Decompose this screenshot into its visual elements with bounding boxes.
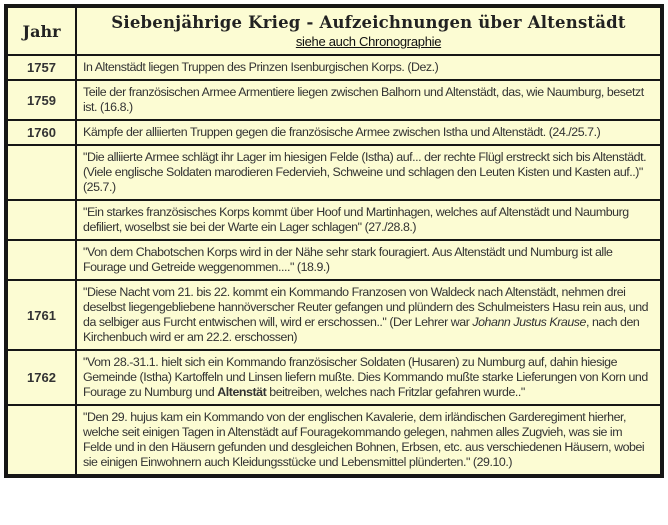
record-text-segment: "Diese Nacht vom 21. bis 22. kommt ein Kommando Franzosen von Waldeck nach Altenstädt, nehmen drei deselbst liegengebliebene hannöverscher Reuter gefangen und plündern des Schulmeisters Hasu rein aus, und da selbiger aus Furcht entwischen will, wird er erschossen.." (Der Lehrer war	[83, 285, 649, 329]
table-row	[6, 55, 662, 80]
year-column-header: Jahr	[6, 6, 76, 55]
year-cell: 1757	[6, 55, 76, 80]
table-row	[6, 240, 662, 280]
record-text-segment: "Vom 28.-31.1. hielt sich ein Kommando französischer Soldaten (Husaren) zu Numburg auf, dahin hiesige Gemeinde (Istha) Kartoffeln und Linsen liefern mußte. Dies Kommando mußte starke Lieferungen von Korn und Fourage zu Numburg und	[83, 355, 648, 399]
record-text-cell	[76, 350, 662, 405]
record-text-segment: Johann Justus Krause	[472, 315, 586, 329]
year-cell	[6, 240, 76, 280]
table-row	[6, 145, 662, 200]
year-cell: 1761	[6, 280, 76, 350]
table-row	[6, 405, 662, 476]
record-text-segment: , nach den Kirchenbuch wird er am 22.2. erschossen)	[83, 315, 640, 344]
record-text-cell	[76, 405, 662, 476]
record-text-segment: "Die alliierte Armee schlägt ihr Lager im hiesigen Felde (Istha) auf... der rechte Flügl erstreckt sich bis Altenstädt. (Viele englische Soldaten marodieren Federvieh, Schweine und schlagen den Leuten Kisten und Kasten auf..)" (25.7.)	[83, 150, 647, 194]
record-text-cell	[76, 145, 662, 200]
year-cell	[6, 145, 76, 200]
record-text-segment: "Ein starkes französisches Korps kommt über Hoof und Martinhagen, welches auf Altenstädt und Naumburg defiliert, woselbst sie bei der Warte ein Lager schlagen" (27./28.8.)	[83, 205, 629, 234]
record-text-segment: Altenstät	[217, 385, 267, 399]
year-cell	[6, 200, 76, 240]
chronographie-link[interactable]: siehe auch Chronographie	[295, 34, 442, 49]
record-text-segment: "Den 29. hujus kam ein Kommando von der englischen Kavalerie, dem irländischen Garderegiment hierher, welche seit einigen Tagen in Altenstädt auf Fouragekommando gelegen, nahmen alles Zugvieh, was sie im Felde und in den Häusern gefunden und desgleichen Bohnen, Erbsen, etc. aus verschiedenen Häusern, wobei sie einigen Einwohnern auch Kleidungsstücke und Lebensmittel plünderten." (29.10.)	[83, 410, 645, 469]
record-text-segment: beitreiben, welches nach Fritzlar gefahren wurde.."	[266, 385, 525, 399]
record-text-segment: Teile der französischen Armee Armentiere liegen zwischen Balhorn und Altenstädt, das, wie Naumburg, besetzt ist. (16.8.)	[83, 85, 644, 114]
table-row	[6, 280, 662, 350]
records-table	[4, 4, 664, 478]
table-row	[6, 350, 662, 405]
table-row	[6, 80, 662, 120]
record-text-segment: In Altenstädt liegen Truppen des Prinzen Isenburgischen Korps. (Dez.)	[83, 60, 439, 74]
record-text-cell	[76, 240, 662, 280]
table-title: Siebenjährige Krieg - Aufzeichnungen über Altenstädt	[111, 13, 626, 32]
record-text-segment: "Von dem Chabotschen Korps wird in der Nähe sehr stark fouragiert. Aus Altenstädt und Numburg ist alle Fourage und Getreide weggenommen...." (18.9.)	[83, 245, 613, 274]
table-body	[6, 55, 662, 476]
year-cell	[6, 405, 76, 476]
year-cell: 1760	[6, 120, 76, 145]
table-row	[6, 200, 662, 240]
record-text-segment: Kämpfe der alliierten Truppen gegen die französische Armee zwischen Istha und Altenstädt. (24./25.7.)	[83, 125, 601, 139]
year-cell: 1759	[6, 80, 76, 120]
table-subtitle-line	[81, 33, 656, 51]
record-text-cell	[76, 280, 662, 350]
record-text-cell	[76, 200, 662, 240]
record-text-cell	[76, 55, 662, 80]
record-text-cell	[76, 80, 662, 120]
table-header-cell	[76, 6, 662, 55]
table-row	[6, 120, 662, 145]
record-text-cell	[76, 120, 662, 145]
year-cell: 1762	[6, 350, 76, 405]
header-row	[6, 6, 662, 55]
